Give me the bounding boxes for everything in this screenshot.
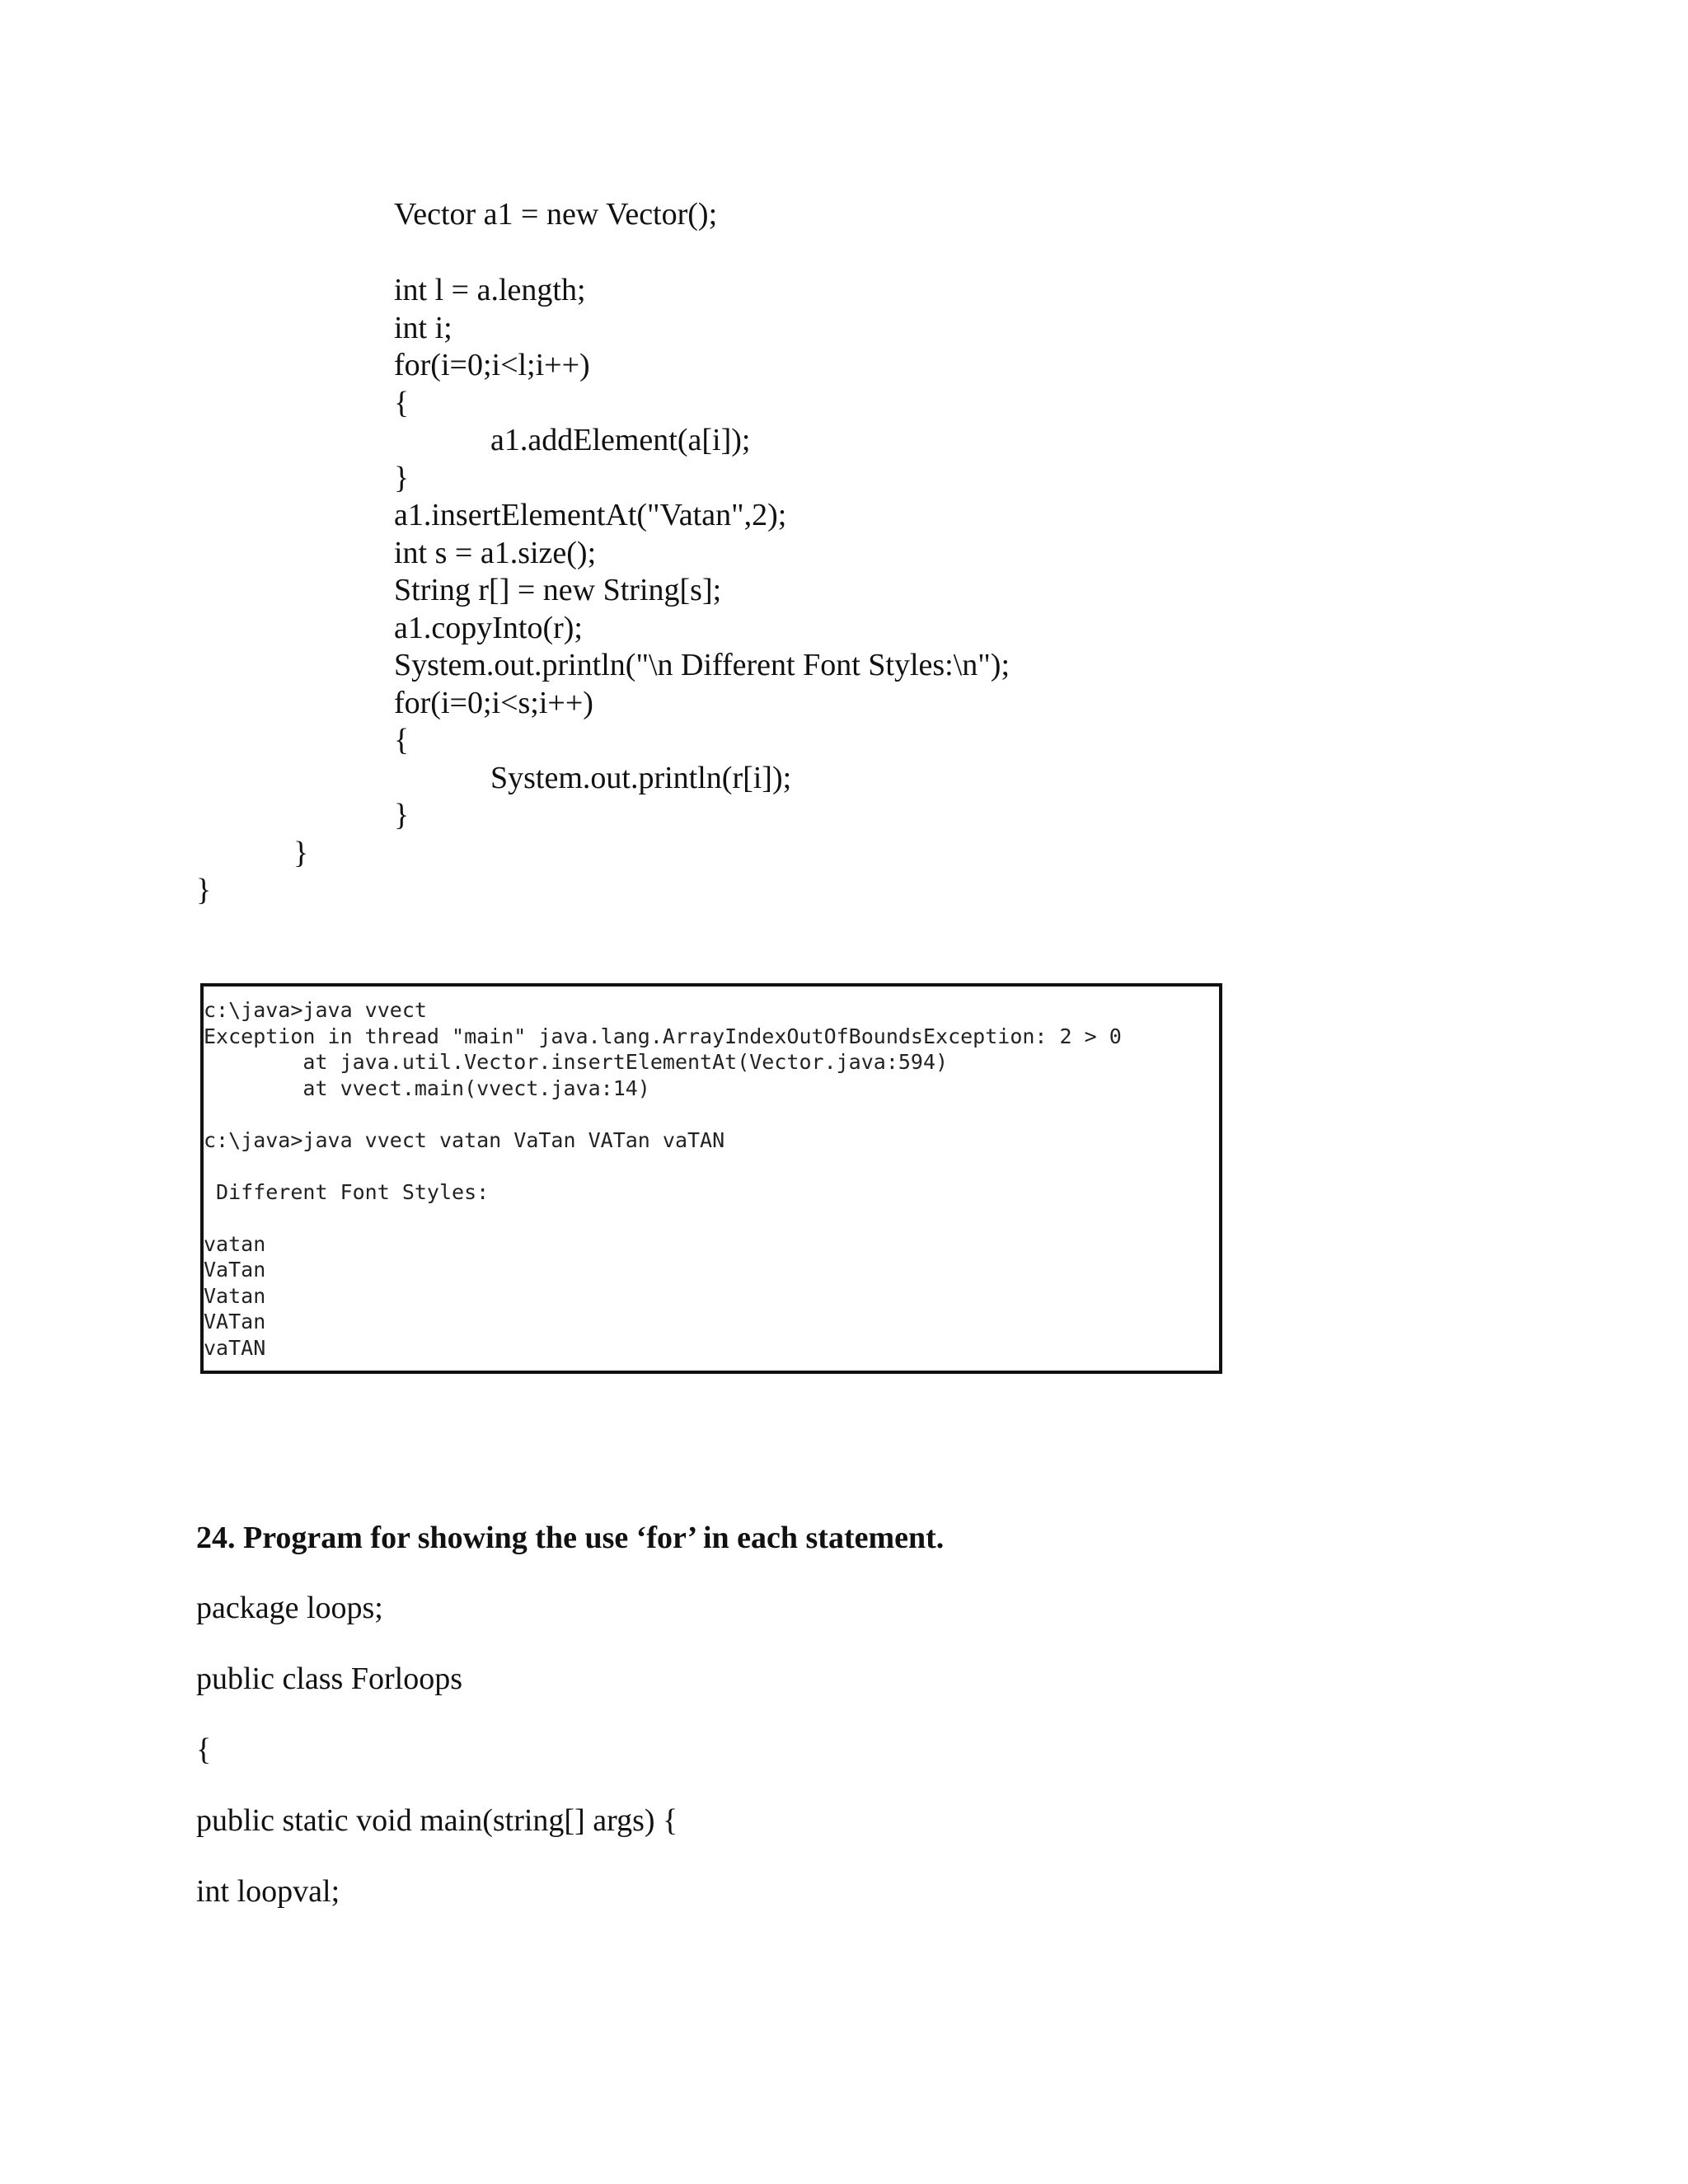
code-line: int s = a1.size(); <box>394 536 597 570</box>
terminal-line: c:\java>java vvect <box>204 998 427 1022</box>
terminal-line: vaTAN <box>204 1336 266 1360</box>
terminal-line: c:\java>java vvect vatan VaTan VATan vaTAN <box>204 1128 725 1152</box>
body-line: public class Forloops <box>196 1661 462 1696</box>
code-line: } <box>394 798 410 832</box>
body-line: int loopval; <box>196 1874 340 1909</box>
code-line: } <box>196 873 212 907</box>
code-line: System.out.println("\n Different Font Styles:\n"); <box>394 648 1010 682</box>
code-line: System.out.println(r[i]); <box>490 761 792 795</box>
code-line: { <box>394 386 410 420</box>
section-heading: 24. Program for showing the use ‘for’ in each statement. <box>196 1521 945 1555</box>
code-line: int i; <box>394 311 452 345</box>
terminal-line: Vatan <box>204 1284 266 1308</box>
code-line: for(i=0;i<l;i++) <box>394 348 590 382</box>
code-line: for(i=0;i<s;i++) <box>394 686 593 720</box>
terminal-line: vatan <box>204 1232 266 1256</box>
terminal-line: Exception in thread "main" java.lang.ArrayIndexOutOfBoundsException: 2 > 0 <box>204 1024 1122 1048</box>
body-line: package loops; <box>196 1591 383 1625</box>
terminal-line: at java.util.Vector.insertElementAt(Vector.java:594) <box>204 1050 949 1074</box>
code-line: int l = a.length; <box>394 273 586 307</box>
code-line: a1.copyInto(r); <box>394 611 583 645</box>
code-line: Vector a1 = new Vector(); <box>394 197 718 232</box>
body-line: { <box>196 1732 212 1767</box>
terminal-line: at vvect.main(vvect.java:14) <box>204 1076 650 1100</box>
terminal-line: VATan <box>204 1310 266 1333</box>
code-line: String r[] = new String[s]; <box>394 573 722 607</box>
code-line: a1.insertElementAt("Vatan",2); <box>394 498 787 532</box>
code-line: { <box>394 723 410 757</box>
terminal-output <box>200 983 1222 1374</box>
body-line: public static void main(string[] args) { <box>196 1803 678 1838</box>
terminal-line: VaTan <box>204 1258 266 1282</box>
code-line: a1.addElement(a[i]); <box>490 423 751 457</box>
terminal-line: Different Font Styles: <box>204 1180 490 1204</box>
code-line: } <box>394 461 410 495</box>
code-line: } <box>293 836 309 870</box>
